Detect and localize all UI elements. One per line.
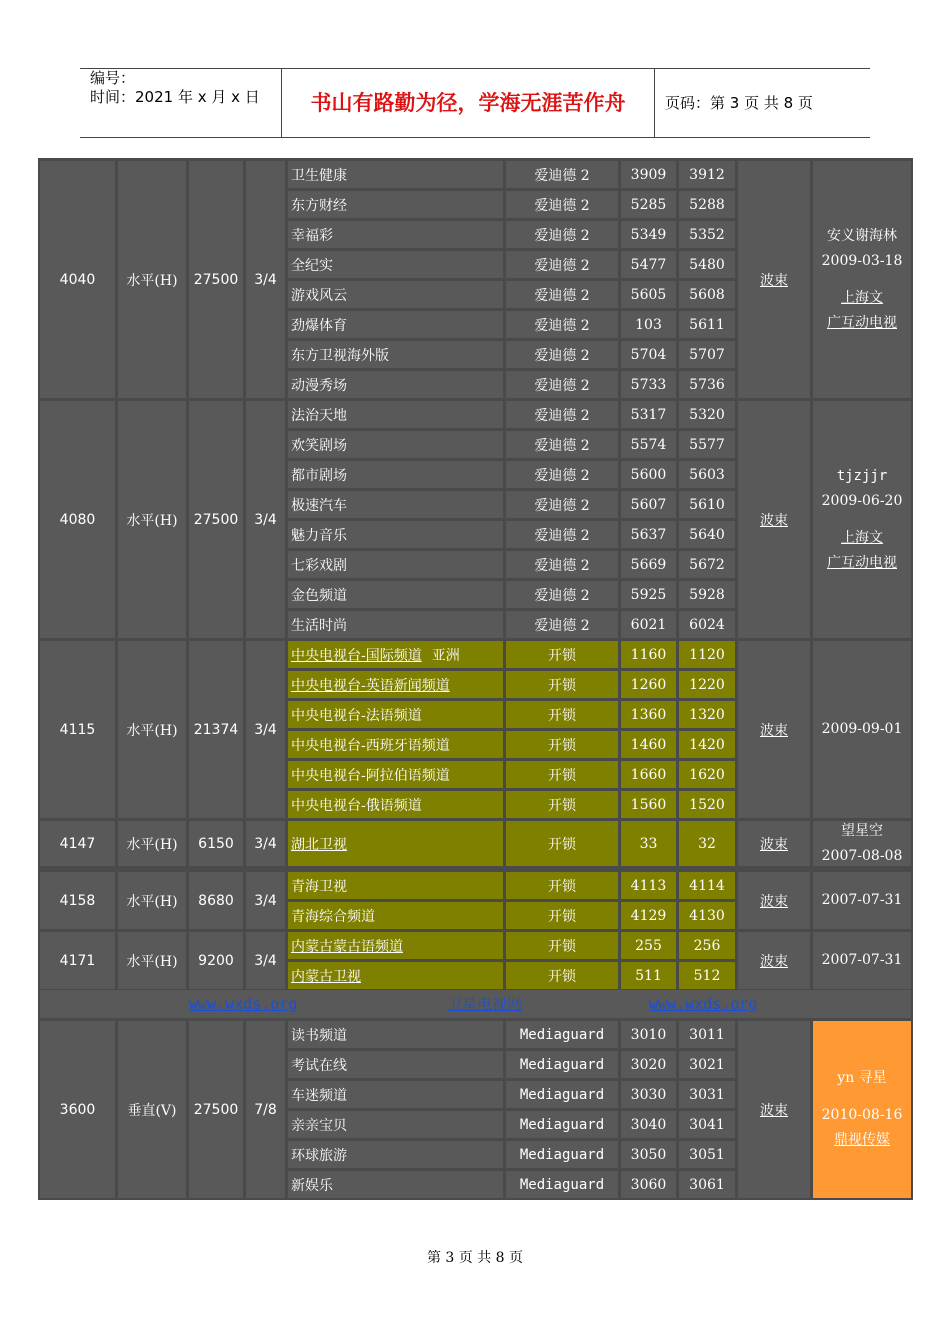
note-link[interactable]: 鼎视传媒 <box>834 1132 890 1148</box>
frequency-cell: 4147 <box>40 821 115 866</box>
encryption-cell: 爱迪德 2 <box>506 311 618 338</box>
pid-cell: 5285 <box>621 191 676 218</box>
channel-name: 极速汽车 <box>291 497 347 514</box>
encryption-cell: 开锁 <box>506 791 618 818</box>
note-text: 2007-07-31 <box>821 892 903 908</box>
channel-name: 东方财经 <box>291 197 347 214</box>
channel-name-cell <box>288 761 503 788</box>
pid-cell: 3050 <box>621 1141 676 1168</box>
encryption-cell: 开锁 <box>506 701 618 728</box>
encryption-cell: 爱迪德 2 <box>506 491 618 518</box>
channel-name-cell <box>288 1081 503 1108</box>
frequency-cell: 4040 <box>40 161 115 398</box>
note-link[interactable]: 广互动电视 <box>827 314 897 331</box>
frequency-cell: 4171 <box>40 932 115 989</box>
polarization-cell: 水平(H) <box>118 401 186 638</box>
pid-cell: 1320 <box>679 701 735 728</box>
symbol-rate-cell: 9200 <box>189 932 243 989</box>
channel-name: 中央电视台-阿拉伯语频道 <box>291 767 450 784</box>
pid-cell: 5704 <box>621 341 676 368</box>
pid-cell: 5317 <box>621 401 676 428</box>
pid-cell: 5603 <box>679 461 735 488</box>
encryption-cell: 爱迪德 2 <box>506 371 618 398</box>
pid-cell: 3010 <box>621 1021 676 1048</box>
frequency-cell: 4080 <box>40 401 115 638</box>
pid-cell: 1260 <box>621 671 676 698</box>
note-cell <box>813 872 911 929</box>
channel-name: 劲爆体育 <box>291 317 347 334</box>
channel-name: 考试在线 <box>291 1057 347 1074</box>
polarization-cell: 水平(H) <box>118 161 186 398</box>
fec-cell: 3/4 <box>246 161 285 398</box>
pid-cell: 5480 <box>679 251 735 278</box>
banner-link-left[interactable]: www.wxds.org <box>189 995 298 1013</box>
channel-name-cell <box>288 461 503 488</box>
note-text: 2007-08-08 <box>821 847 903 864</box>
encryption-cell: 爱迪德 2 <box>506 401 618 428</box>
channel-name: 青海卫视 <box>291 878 347 895</box>
encryption-cell: 开锁 <box>506 902 618 929</box>
encryption-cell: Mediaguard <box>506 1111 618 1138</box>
encryption-cell: 爱迪德 2 <box>506 521 618 548</box>
channel-name-cell <box>288 491 503 518</box>
pid-cell: 1520 <box>679 791 735 818</box>
note-text: tjzjjr <box>836 467 888 484</box>
encryption-cell: Mediaguard <box>506 1021 618 1048</box>
note-cell <box>813 641 911 818</box>
frequency-cell: 4115 <box>40 641 115 818</box>
polarization-cell: 水平(H) <box>118 872 186 929</box>
pid-cell: 1620 <box>679 761 735 788</box>
channel-name-cell <box>288 641 503 668</box>
polarization-cell: 水平(H) <box>118 641 186 818</box>
note-text: yn 寻星 <box>837 1070 887 1086</box>
channel-name: 法治天地 <box>291 407 347 424</box>
channel-name-cell <box>288 161 503 188</box>
header-divider <box>654 69 655 137</box>
channel-name: 环球旅游 <box>291 1147 347 1164</box>
pid-cell: 3040 <box>621 1111 676 1138</box>
note-text: 2010-08-16 <box>821 1107 903 1123</box>
pid-cell: 3020 <box>621 1051 676 1078</box>
pid-cell: 3912 <box>679 161 735 188</box>
frequency-cell: 3600 <box>40 1021 115 1198</box>
note-text: 2009-09-01 <box>821 721 903 737</box>
pid-cell: 4130 <box>679 902 735 929</box>
encryption-cell: 爱迪德 2 <box>506 581 618 608</box>
pid-cell: 3060 <box>621 1171 676 1198</box>
encryption-cell: 开锁 <box>506 671 618 698</box>
encryption-cell: Mediaguard <box>506 1171 618 1198</box>
beam-link[interactable]: 波束 <box>738 401 810 638</box>
channel-name-cell <box>288 1111 503 1138</box>
symbol-rate-cell: 6150 <box>189 821 243 866</box>
pid-cell: 5610 <box>679 491 735 518</box>
channel-name: 动漫秀场 <box>291 377 347 394</box>
encryption-cell: Mediaguard <box>506 1051 618 1078</box>
encryption-cell: 爱迪德 2 <box>506 161 618 188</box>
channel-name-cell <box>288 1171 503 1198</box>
page-footer: 第 3 页 共 8 页 <box>426 1250 524 1266</box>
channel-link[interactable]: 内蒙古卫视 <box>291 968 361 985</box>
note-cell <box>813 932 911 989</box>
channel-link[interactable]: 湖北卫视 <box>291 836 347 853</box>
encryption-cell: Mediaguard <box>506 1081 618 1108</box>
page-header <box>80 68 870 138</box>
channel-name-cell <box>288 1051 503 1078</box>
banner-link-right[interactable]: www.wxds.org <box>649 995 758 1013</box>
pid-cell: 1220 <box>679 671 735 698</box>
channel-name: 读书频道 <box>291 1027 347 1044</box>
pid-cell: 1560 <box>621 791 676 818</box>
encryption-cell: 开锁 <box>506 962 618 989</box>
pid-cell: 33 <box>621 821 676 866</box>
pid-cell: 5477 <box>621 251 676 278</box>
channel-name-cell <box>288 1141 503 1168</box>
channel-link[interactable]: 内蒙古蒙古语频道 <box>291 938 403 955</box>
encryption-cell: 爱迪德 2 <box>506 461 618 488</box>
encryption-cell: 开锁 <box>506 641 618 668</box>
channel-name-cell <box>288 431 503 458</box>
channel-name: 魅力音乐 <box>291 527 347 544</box>
channel-table <box>38 158 913 1200</box>
note-text: 2009-03-18 <box>821 252 903 269</box>
encryption-cell: 爱迪德 2 <box>506 341 618 368</box>
pid-cell: 4114 <box>679 872 735 899</box>
encryption-cell: 爱迪德 2 <box>506 251 618 278</box>
channel-name-cell <box>288 551 503 578</box>
pid-cell: 3030 <box>621 1081 676 1108</box>
pid-cell: 5574 <box>621 431 676 458</box>
encryption-cell: 爱迪德 2 <box>506 431 618 458</box>
encryption-cell: 开锁 <box>506 731 618 758</box>
header-page-info: 页码：第 3 页 共 8 页 <box>665 94 813 112</box>
channel-name-cell <box>288 611 503 638</box>
channel-name-cell <box>288 791 503 818</box>
symbol-rate-cell: 27500 <box>189 161 243 398</box>
channel-name-cell <box>288 821 503 866</box>
pid-cell: 5637 <box>621 521 676 548</box>
beam-link[interactable]: 波束 <box>738 161 810 398</box>
beam-link[interactable]: 波束 <box>738 821 810 866</box>
channel-name-cell <box>288 581 503 608</box>
pid-cell: 103 <box>621 311 676 338</box>
pid-cell: 5352 <box>679 221 735 248</box>
channel-name-cell <box>288 191 503 218</box>
encryption-cell: 爱迪德 2 <box>506 281 618 308</box>
beam-link[interactable]: 波束 <box>738 872 810 929</box>
channel-name: 中央电视台-西班牙语频道 <box>291 737 450 754</box>
note-link[interactable]: 上海文 <box>841 529 883 546</box>
pid-cell: 6024 <box>679 611 735 638</box>
pid-cell: 3031 <box>679 1081 735 1108</box>
channel-name: 生活时尚 <box>291 617 347 634</box>
pid-cell: 3909 <box>621 161 676 188</box>
channel-name-cell <box>288 872 503 899</box>
channel-link[interactable]: 中央电视台-英语新闻频道 <box>291 677 450 694</box>
pid-cell: 1120 <box>679 641 735 668</box>
pid-cell: 1660 <box>621 761 676 788</box>
header-motto: 书山有路勤为径，学海无涯苦作舟 <box>310 91 626 115</box>
encryption-cell: 开锁 <box>506 761 618 788</box>
pid-cell: 3021 <box>679 1051 735 1078</box>
pid-cell: 5611 <box>679 311 735 338</box>
channel-name: 幸福彩 <box>291 227 333 244</box>
pid-cell: 4129 <box>621 902 676 929</box>
site-banner <box>40 990 911 1018</box>
serial-label: 编号： <box>90 69 136 87</box>
symbol-rate-cell: 27500 <box>189 401 243 638</box>
pid-cell: 3061 <box>679 1171 735 1198</box>
channel-name: 全纪实 <box>291 257 333 274</box>
pid-cell: 5288 <box>679 191 735 218</box>
encryption-cell: 开锁 <box>506 872 618 899</box>
pid-cell: 1460 <box>621 731 676 758</box>
channel-link[interactable]: 中央电视台-国际频道 <box>291 647 422 664</box>
note-link[interactable]: 广互动电视 <box>827 554 897 571</box>
note-text: 2009-06-20 <box>821 492 903 509</box>
channel-name: 欢笑剧场 <box>291 437 347 454</box>
pid-cell: 5669 <box>621 551 676 578</box>
fec-cell: 3/4 <box>246 641 285 818</box>
pid-cell: 5605 <box>621 281 676 308</box>
channel-name-cell <box>288 902 503 929</box>
polarization-cell: 水平(H) <box>118 821 186 866</box>
note-text: 安义谢海林 <box>827 227 897 244</box>
channel-name-cell <box>288 671 503 698</box>
note-text: 望星空 <box>841 822 883 839</box>
fec-cell: 3/4 <box>246 401 285 638</box>
channel-name-cell <box>288 521 503 548</box>
channel-name-cell <box>288 932 503 959</box>
pid-cell: 5577 <box>679 431 735 458</box>
fec-cell: 3/4 <box>246 821 285 866</box>
encryption-cell: 爱迪德 2 <box>506 191 618 218</box>
pid-cell: 6021 <box>621 611 676 638</box>
encryption-cell: 开锁 <box>506 821 618 866</box>
pid-cell: 1420 <box>679 731 735 758</box>
beam-link[interactable]: 波束 <box>738 932 810 989</box>
channel-region: 亚洲 <box>431 647 460 664</box>
channel-name-cell <box>288 281 503 308</box>
polarization-cell: 垂直(V) <box>118 1021 186 1198</box>
channel-name: 卫生健康 <box>291 167 347 184</box>
channel-name-cell <box>288 731 503 758</box>
channel-name-cell <box>288 962 503 989</box>
channel-name-cell <box>288 701 503 728</box>
polarization-cell: 水平(H) <box>118 932 186 989</box>
frequency-cell: 4158 <box>40 872 115 929</box>
pid-cell: 5672 <box>679 551 735 578</box>
pid-cell: 5736 <box>679 371 735 398</box>
channel-name: 七彩戏剧 <box>291 557 347 574</box>
channel-name: 都市剧场 <box>291 467 347 484</box>
pid-cell: 255 <box>621 932 676 959</box>
note-cell <box>813 1021 911 1198</box>
pid-cell: 5320 <box>679 401 735 428</box>
channel-name-cell <box>288 341 503 368</box>
header-meta <box>90 69 280 107</box>
pid-cell: 5928 <box>679 581 735 608</box>
channel-name-cell <box>288 221 503 248</box>
channel-name: 游戏风云 <box>291 287 347 304</box>
channel-name: 金色频道 <box>291 587 347 604</box>
beam-link[interactable]: 波束 <box>738 641 810 818</box>
pid-cell: 5640 <box>679 521 735 548</box>
pid-cell: 5925 <box>621 581 676 608</box>
channel-name: 车迷频道 <box>291 1087 347 1104</box>
pid-cell: 1360 <box>621 701 676 728</box>
pid-cell: 5349 <box>621 221 676 248</box>
pid-cell: 4113 <box>621 872 676 899</box>
beam-link[interactable]: 波束 <box>738 1021 810 1198</box>
pid-cell: 256 <box>679 932 735 959</box>
pid-cell: 1160 <box>621 641 676 668</box>
note-cell <box>813 821 911 866</box>
encryption-cell: 爱迪德 2 <box>506 221 618 248</box>
channel-name: 新娱乐 <box>291 1177 333 1194</box>
pid-cell: 3041 <box>679 1111 735 1138</box>
pid-cell: 3051 <box>679 1141 735 1168</box>
date-line: 时间：2021 年 x 月 x 日 <box>90 88 260 106</box>
fec-cell: 3/4 <box>246 872 285 929</box>
channel-name: 青海综合频道 <box>291 908 375 925</box>
note-cell <box>813 161 911 398</box>
channel-name-cell <box>288 371 503 398</box>
channel-name: 东方卫视海外版 <box>291 347 389 364</box>
channel-name: 中央电视台-法语频道 <box>291 707 422 724</box>
channel-name: 中央电视台-俄语频道 <box>291 797 422 814</box>
channel-name-cell <box>288 1021 503 1048</box>
channel-name-cell <box>288 251 503 278</box>
pid-cell: 5608 <box>679 281 735 308</box>
pid-cell: 512 <box>679 962 735 989</box>
note-cell <box>813 401 911 638</box>
pid-cell: 5733 <box>621 371 676 398</box>
encryption-cell: 开锁 <box>506 932 618 959</box>
encryption-cell: Mediaguard <box>506 1141 618 1168</box>
pid-cell: 32 <box>679 821 735 866</box>
pid-cell: 5607 <box>621 491 676 518</box>
pid-cell: 511 <box>621 962 676 989</box>
note-text: 2007-07-31 <box>821 952 903 968</box>
symbol-rate-cell: 21374 <box>189 641 243 818</box>
fec-cell: 7/8 <box>246 1021 285 1198</box>
note-link[interactable]: 上海文 <box>841 289 883 306</box>
channel-name-cell <box>288 401 503 428</box>
fec-cell: 3/4 <box>246 932 285 989</box>
symbol-rate-cell: 27500 <box>189 1021 243 1198</box>
channel-name: 亲亲宝贝 <box>291 1117 347 1134</box>
pid-cell: 3011 <box>679 1021 735 1048</box>
pid-cell: 5707 <box>679 341 735 368</box>
symbol-rate-cell: 8680 <box>189 872 243 929</box>
banner-link-center[interactable]: 卫星电视网 <box>447 995 523 1013</box>
encryption-cell: 爱迪德 2 <box>506 551 618 578</box>
channel-name-cell <box>288 311 503 338</box>
pid-cell: 5600 <box>621 461 676 488</box>
encryption-cell: 爱迪德 2 <box>506 611 618 638</box>
